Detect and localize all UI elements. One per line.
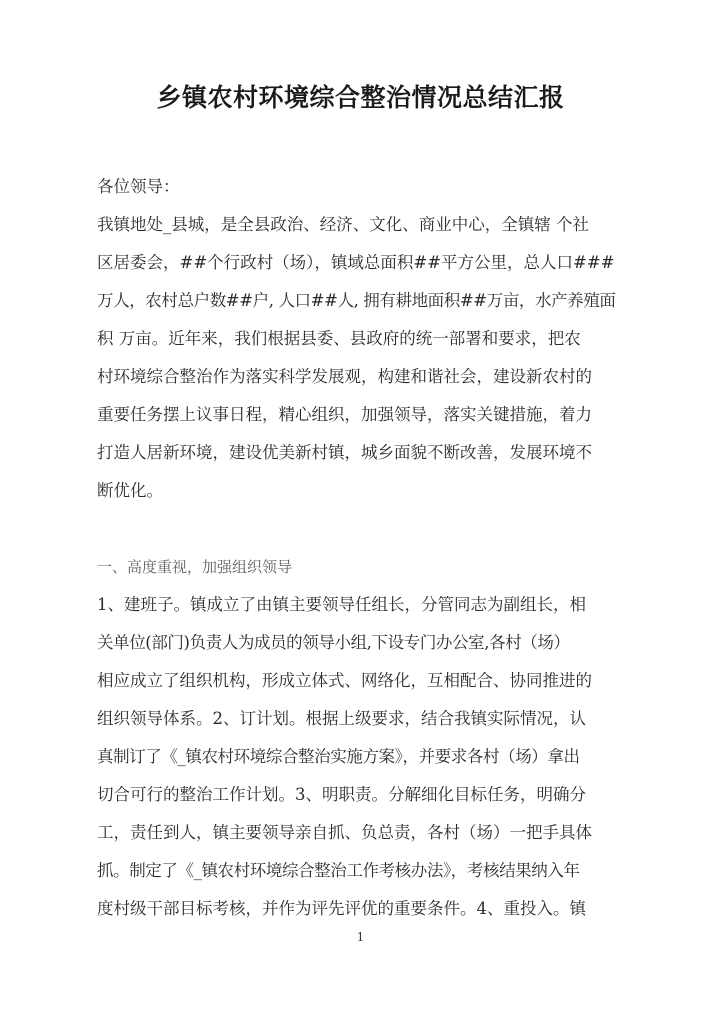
- paragraph-line: [97, 282, 625, 320]
- line-text: 重要任务摆上议事日程，精心组织，加强领导，落实关键措施，着力: [97, 405, 592, 424]
- line-text: 真制订了《_镇农村环境综合整治实施方案》，并要求各村（场）拿出: [97, 747, 580, 766]
- line-text: 度村级干部目标考核，并作为评先评优的重要条件。4、重投入。镇: [97, 899, 586, 918]
- line-text: 万人，农村总户数##户, 人口##人, 拥有耕地面积##万亩，水产养殖面: [97, 291, 616, 310]
- line-text: 工，责任到人，镇主要领导亲自抓、负总责，各村（场）一把手具体: [97, 823, 592, 842]
- page-number: 1: [356, 930, 365, 944]
- line-text: 村环境综合整治作为落实科学发展观，构建和谐社会，建设新农村的: [97, 367, 592, 386]
- line-text: 切合可行的整治工作计划。3、明职责。分解细化目标任务，明确分: [97, 785, 586, 804]
- paragraph-line: [97, 738, 625, 776]
- line-text: 打造人居新环境，建设优美新村镇，城乡面貌不断改善，发展环境不: [97, 443, 592, 462]
- salutation-block: [97, 168, 625, 206]
- paragraph-line: [97, 662, 625, 700]
- salutation-line: 各位领导：: [97, 177, 180, 196]
- paragraph-line: [97, 358, 625, 396]
- line-text: 1、建班子。镇成立了由镇主要领导任组长，分管同志为副组长，相: [97, 595, 586, 614]
- section-1: [97, 548, 625, 928]
- paragraph-line: [97, 206, 625, 244]
- paragraph-intro: [97, 206, 625, 510]
- section-heading: 一、高度重视，加强组织领导: [97, 558, 293, 576]
- paragraph-line: [97, 396, 625, 434]
- paragraph-line: [97, 624, 625, 662]
- line-text: 我镇地处_县城，是全县政治、经济、文化、商业中心，全镇辖 个社: [97, 215, 589, 234]
- paragraph-line: [97, 852, 625, 890]
- paragraph-line: [97, 244, 625, 282]
- line-text: 关单位(部门)负责人为成员的领导小组,下设专门办公室,各村（场）: [97, 633, 570, 652]
- paragraph-line: [97, 320, 625, 358]
- line-text: 抓。制定了《_镇农村环境综合整治工作考核办法》，考核结果纳入年: [97, 861, 580, 880]
- line-text: 组织领导体系。2、订计划。根据上级要求，结合我镇实际情况，认: [97, 709, 586, 728]
- paragraph-line: [97, 814, 625, 852]
- line-text: 积 万亩。近年来，我们根据县委、县政府的统一部署和要求，把农: [97, 329, 581, 348]
- paragraph-line: 断优化。: [97, 481, 163, 500]
- paragraph-line: [97, 434, 625, 472]
- line-text: 相应成立了组织机构，形成立体式、网络化，互相配合、协同推进的: [97, 671, 592, 690]
- paragraph-line: [97, 586, 625, 624]
- paragraph-line: [97, 890, 625, 928]
- paragraph-line: [97, 776, 625, 814]
- page-title: 乡镇农村环境综合整治情况总结汇报: [156, 83, 565, 112]
- paragraph-line: [97, 700, 625, 738]
- line-text: 区居委会，##个行政村（场），镇域总面积##平方公里，总人口###: [97, 253, 615, 272]
